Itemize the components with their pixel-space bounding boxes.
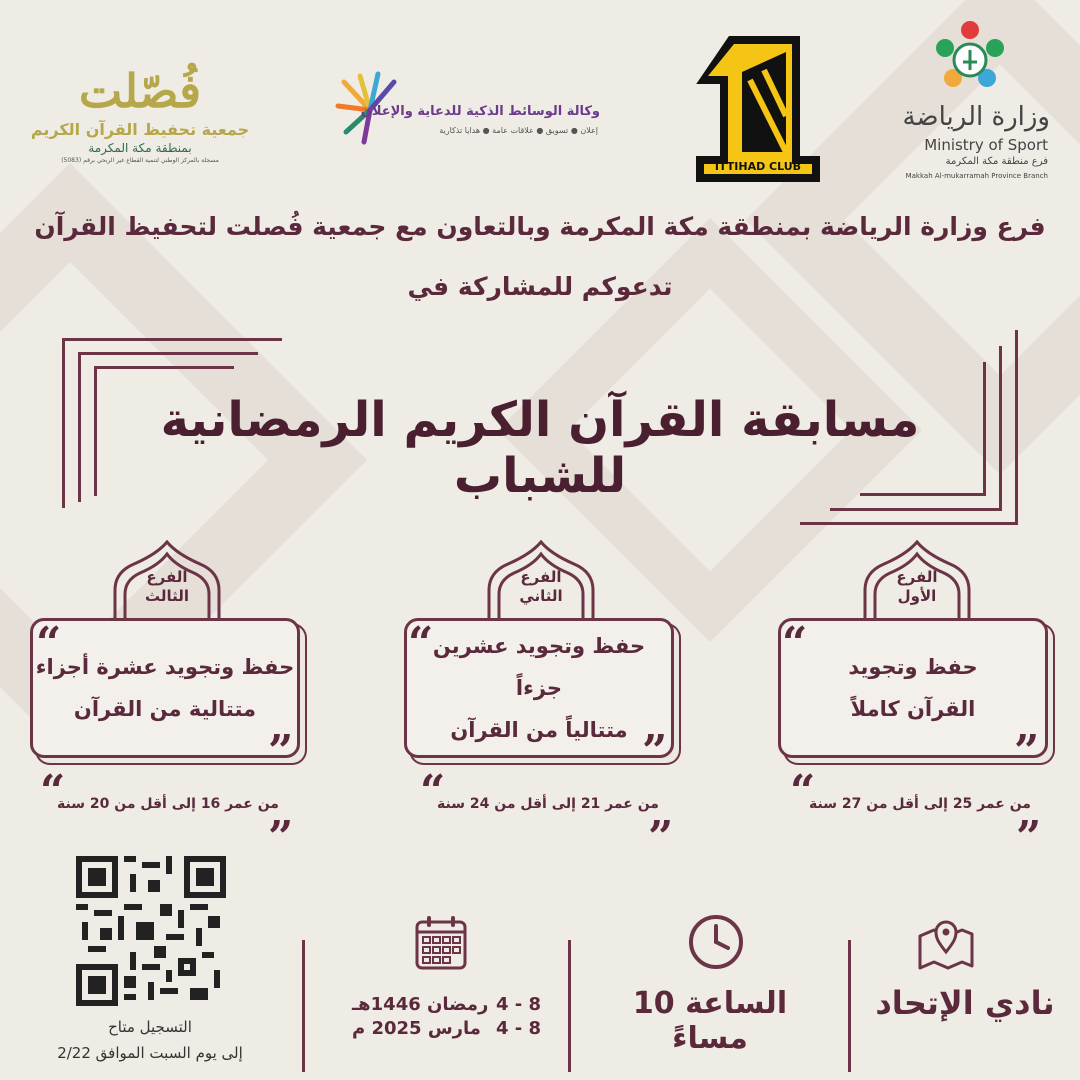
branch-2-age: من عمر 21 إلى أقل من 24 سنة: [437, 796, 659, 812]
fosilat-logo-line2: بمنطقة مكة المكرمة: [88, 141, 192, 155]
qr-code[interactable]: [76, 856, 226, 1006]
ministry-en: Ministry of Sport: [924, 136, 1048, 154]
branch-1-text-2: القرآن كاملاً: [850, 697, 976, 721]
clock-icon: [688, 914, 744, 970]
branch-1-label-2: الأول: [897, 587, 937, 605]
branch-1-age: من عمر 25 إلى أقل من 27 سنة: [809, 796, 1031, 812]
calendar-icon: [414, 914, 470, 972]
quote-close-icon: ”: [648, 812, 674, 863]
date-hijri-range: 4 - 8: [496, 994, 542, 1015]
event-venue: نادي الإتحاد: [875, 984, 1055, 1022]
branch-3-label-1: الفرع: [146, 568, 188, 586]
branch-1-card: [778, 618, 1048, 758]
branch-2-text-1: حفظ وتجويد عشرين جزءاً: [432, 634, 646, 700]
fosilat-logo-line1: جمعية تحفيظ القرآن الكريم: [30, 120, 250, 139]
quote-open-icon: “: [420, 766, 446, 817]
registration-line-2: إلى يوم السبت الموافق 2/22: [57, 1044, 243, 1062]
branch-1-label: [870, 568, 964, 606]
branch-2-label-2: الثاني: [519, 587, 563, 605]
fosilat-logo: [20, 38, 260, 188]
branch-3-label: [120, 568, 214, 606]
ministry-emblem-icon: [925, 18, 1015, 98]
quote-close-icon: ”: [1016, 812, 1042, 863]
quote-open-icon: “: [782, 618, 808, 669]
registration-line-1: التسجيل متاح: [108, 1018, 192, 1036]
intro-line-2: تدعوكم للمشاركة في: [407, 272, 673, 301]
quote-close-icon: ”: [268, 726, 294, 777]
divider: [302, 940, 305, 1072]
date-hijri-label: رمضان 1446هـ: [352, 994, 489, 1015]
fosilat-logo-line3: مسجلة بالمركز الوطني لتنمية القطاع غير الربحي برقم (5083): [61, 157, 219, 164]
quote-open-icon: “: [790, 766, 816, 817]
branch-2-label: [494, 568, 588, 606]
quote-close-icon: ”: [268, 812, 294, 863]
quote-close-icon: ”: [642, 726, 668, 777]
quote-open-icon: “: [40, 766, 66, 817]
agency-title: وكالة الوسائط الذكية للدعاية والإعلان: [360, 104, 600, 119]
branch-3-card: [30, 618, 300, 758]
branch-2-card: [404, 618, 674, 758]
date-greg-label: مارس 2025 م: [352, 1018, 481, 1039]
branch-2-label-1: الفرع: [520, 568, 562, 586]
competition-title: مسابقة القرآن الكريم الرمضانية للشباب: [160, 392, 920, 504]
ministry-ar: وزارة الرياضة: [902, 102, 1050, 132]
event-time: الساعة 10 مساءً: [632, 986, 788, 1056]
agency-logo: [330, 70, 610, 150]
ministry-branch-ar: فرع منطقة مكة المكرمة: [945, 156, 1048, 167]
branch-1-label-1: الفرع: [896, 568, 938, 586]
branch-1-text-1: حفظ وتجويد: [848, 655, 978, 679]
ittihad-years: 1927 • ١٣٤٦: [737, 173, 779, 181]
ministry-logo: [880, 18, 1060, 188]
branch-3-label-2: الثالث: [144, 587, 190, 605]
branch-3-text-1: حفظ وتجويد عشرة أجزاء: [35, 655, 295, 679]
branch-3-age: من عمر 16 إلى أقل من 20 سنة: [57, 796, 279, 812]
ittihad-name: ITTIHAD CLUB: [714, 160, 802, 173]
branch-3-text-2: متتالية من القرآن: [73, 697, 257, 721]
map-pin-icon: [916, 914, 976, 970]
ittihad-logo: [690, 32, 826, 184]
divider: [848, 940, 851, 1072]
branch-2-text-2: متتالياً من القرآن: [450, 718, 628, 742]
divider: [568, 940, 571, 1072]
quote-open-icon: “: [408, 618, 434, 669]
intro-line-1: فرع وزارة الرياضة بمنطقة مكة المكرمة وبالتعاون مع جمعية فُصلت لتحفيظ القرآن: [34, 212, 1046, 241]
fosilat-logo-name: فُصّلت: [78, 64, 202, 118]
quote-close-icon: ”: [1014, 726, 1040, 777]
date-greg-range: 4 - 8: [496, 1018, 542, 1039]
agency-tags: إعلان ● تسويق ● علاقات عامة ● هدايا تذكارية: [439, 126, 598, 135]
quote-open-icon: “: [36, 618, 62, 669]
ministry-branch-en: Makkah Al-mukarramah Province Branch: [905, 172, 1048, 180]
